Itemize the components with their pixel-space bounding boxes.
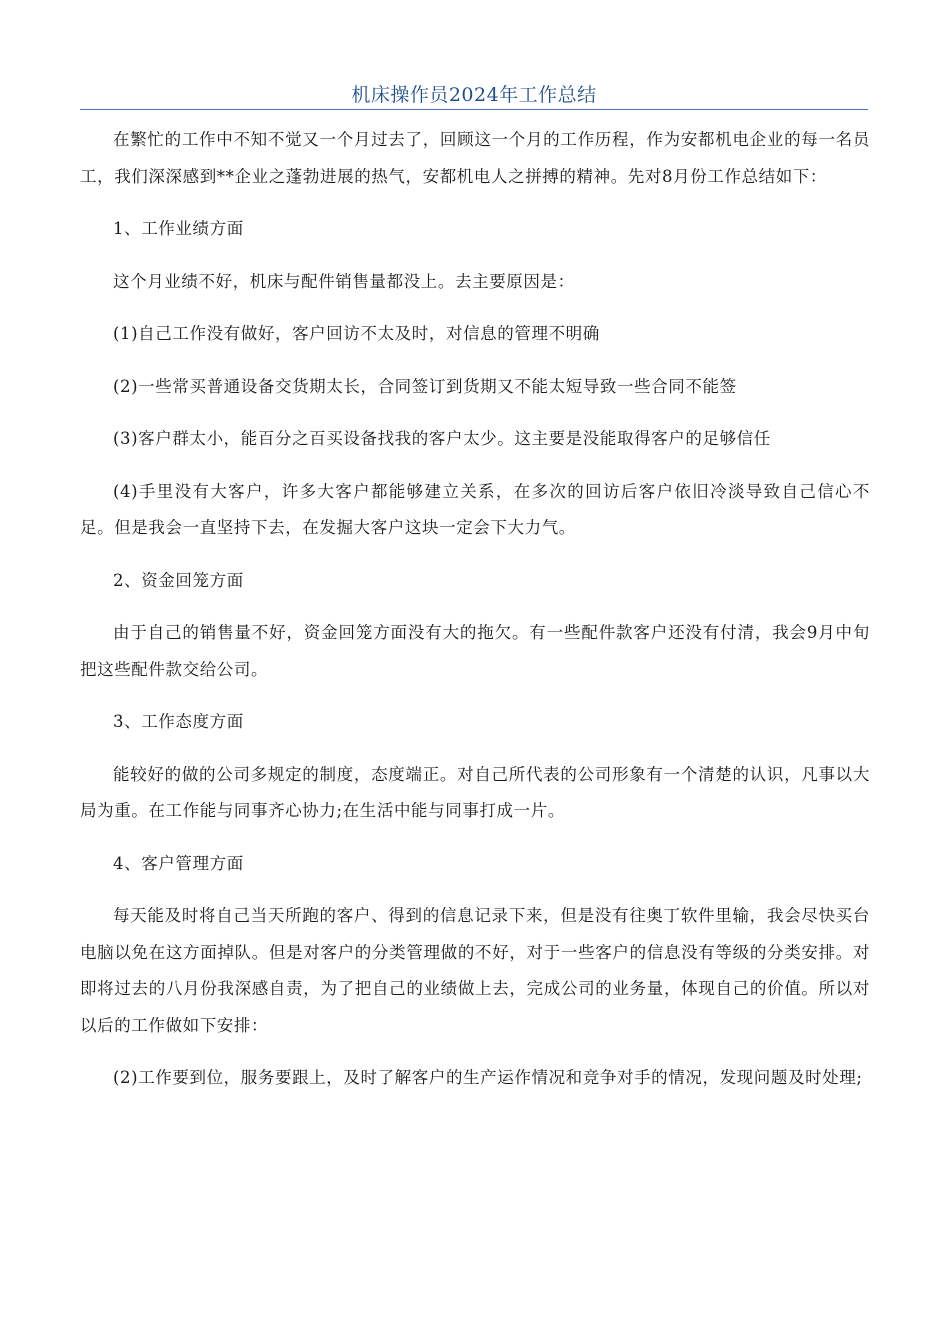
- body-paragraph: 每天能及时将自己当天所跑的客户、得到的信息记录下来，但是没有往奥丁软件里输，我会尽快买台电脑以免在这方面掉队。但是对客户的分类管理做的不好，对于一些客户的信息没有等级的分类安排。对即将过去的八月份我深感自责，为了把自己的业绩做上去，完成公司的业务量，体现自己的价值。所以对以后的工作做如下安排：: [80, 906, 870, 1035]
- title-divider: [80, 109, 868, 110]
- document-title: 机床操作员2024年工作总结: [351, 84, 597, 106]
- body-paragraph: 由于自己的销售量不好，资金回笼方面没有大的拖欠。有一些配件款客户还没有付清，我会9月中旬把这些配件款交给公司。: [80, 623, 870, 679]
- list-item: (2)一些常买普通设备交货期太长，合同签订到货期又不能太短导致一些合同不能签: [113, 376, 737, 396]
- body-paragraph: 能较好的做的公司多规定的制度，态度端正。对自己所代表的公司形象有一个清楚的认识，凡事以大局为重。在工作能与同事齐心协力;在生活中能与同事打成一片。: [80, 764, 870, 820]
- section-heading-customers: 4、客户管理方面: [113, 853, 244, 873]
- section-heading-attitude: 3、工作态度方面: [113, 712, 244, 731]
- section-heading-performance: 1、工作业绩方面: [113, 219, 244, 238]
- intro-paragraph: 在繁忙的工作中不知不觉又一个月过去了，回顾这一个月的工作历程，作为安都机电企业的每一名员工，我们深深感到**企业之蓬勃进展的热气，安都机电人之拼搏的精神。先对8月份工作总结如下：: [80, 130, 870, 186]
- list-item: (1)自己工作没有做好，客户回访不太及时，对信息的管理不明确: [113, 324, 600, 343]
- document-body: [80, 122, 870, 1113]
- list-item: (2)工作要到位，服务要跟上，及时了解客户的生产运作情况和竞争对手的情况，发现问题及时处理;: [113, 1068, 863, 1087]
- list-item: (3)客户群太小，能百分之百买设备找我的客户太少。这主要是没能取得客户的足够信任: [113, 429, 771, 448]
- list-item: (4)手里没有大客户，许多大客户都能够建立关系，在多次的回访后客户依旧冷淡导致自己信心不足。但是我会一直坚持下去，在发掘大客户这块一定会下大力气。: [80, 481, 870, 537]
- body-paragraph: 这个月业绩不好，机床与配件销售量都没上。去主要原因是：: [113, 271, 575, 291]
- section-heading-funds: 2、资金回笼方面: [113, 570, 244, 590]
